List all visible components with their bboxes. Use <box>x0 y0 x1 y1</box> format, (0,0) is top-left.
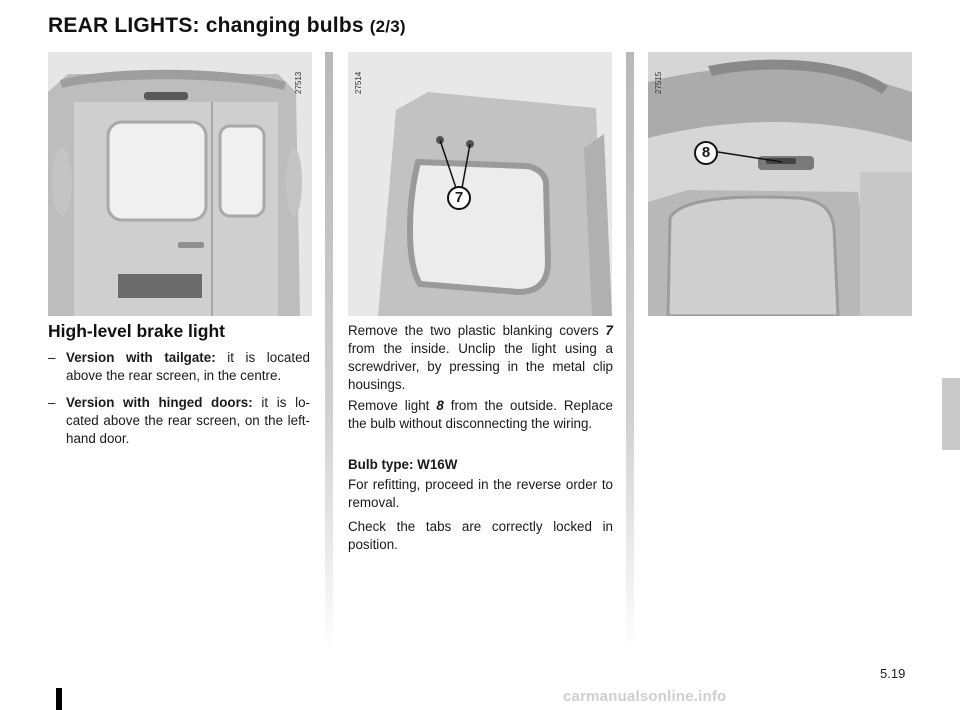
corner-mark <box>56 688 62 710</box>
page-number: 5.19 <box>880 666 906 681</box>
figure-number: 27515 <box>654 71 663 94</box>
title-text: REAR LIGHTS: changing bulbs <box>48 14 364 37</box>
bullet-label: Version with tailgate: <box>66 350 216 365</box>
paragraph-remove-light <box>348 397 613 433</box>
bullet-text: it is located above the rear screen, in the centre. <box>66 350 310 383</box>
watermark: carmanualsonline.info <box>563 688 727 705</box>
chapter-tab <box>942 378 960 450</box>
paragraph-bulb-type <box>348 456 613 474</box>
bullet-label: Version with hinged doors: <box>66 395 253 410</box>
illustration-tailgate-interior <box>348 52 612 316</box>
column-divider-left <box>325 52 333 652</box>
bullet-dash: – <box>48 395 56 410</box>
callout-8: 8 <box>694 141 718 165</box>
paragraph-remove-covers <box>348 322 613 394</box>
text-run: Remove light <box>348 398 437 413</box>
text-run: from the inside. Unclip the light using a screwdriver, by pressing in the metal clip housings. <box>348 341 613 392</box>
bullet-dash: – <box>48 350 56 365</box>
paragraph-check-tabs: Check the tabs are correctly locked in position. <box>348 519 613 552</box>
bullet-hinged-doors <box>48 394 310 448</box>
text-run: Remove the two plastic blanking covers <box>348 323 606 338</box>
bullet-text: it is lo-cated above the rear screen, on the left-hand door. <box>66 395 310 446</box>
figure-number: 27514 <box>354 71 363 94</box>
callout-7: 7 <box>447 186 471 210</box>
figure-hinged-door <box>648 52 912 316</box>
bullet-tailgate <box>48 349 310 385</box>
figure-tailgate-interior <box>348 52 612 316</box>
bulb-type: Bulb type: W16W <box>348 457 458 472</box>
page-title <box>48 14 406 38</box>
illustration-rear-tailgate <box>48 52 312 316</box>
text-run: from the outside. Replace the bulb without disconnecting the wiring. <box>348 398 613 431</box>
paragraph-refitting: For refitting, proceed in the reverse order to removal. <box>348 477 613 510</box>
reference-7: 7 <box>605 323 613 338</box>
reference-8: 8 <box>436 398 444 413</box>
section-heading-brake-light: High-level brake light <box>48 321 225 341</box>
illustration-hinged-door <box>648 52 912 316</box>
figure-number: 27513 <box>294 71 303 94</box>
column-divider-right <box>626 52 634 652</box>
figure-rear-tailgate <box>48 52 312 316</box>
title-part: (2/3) <box>369 17 406 36</box>
